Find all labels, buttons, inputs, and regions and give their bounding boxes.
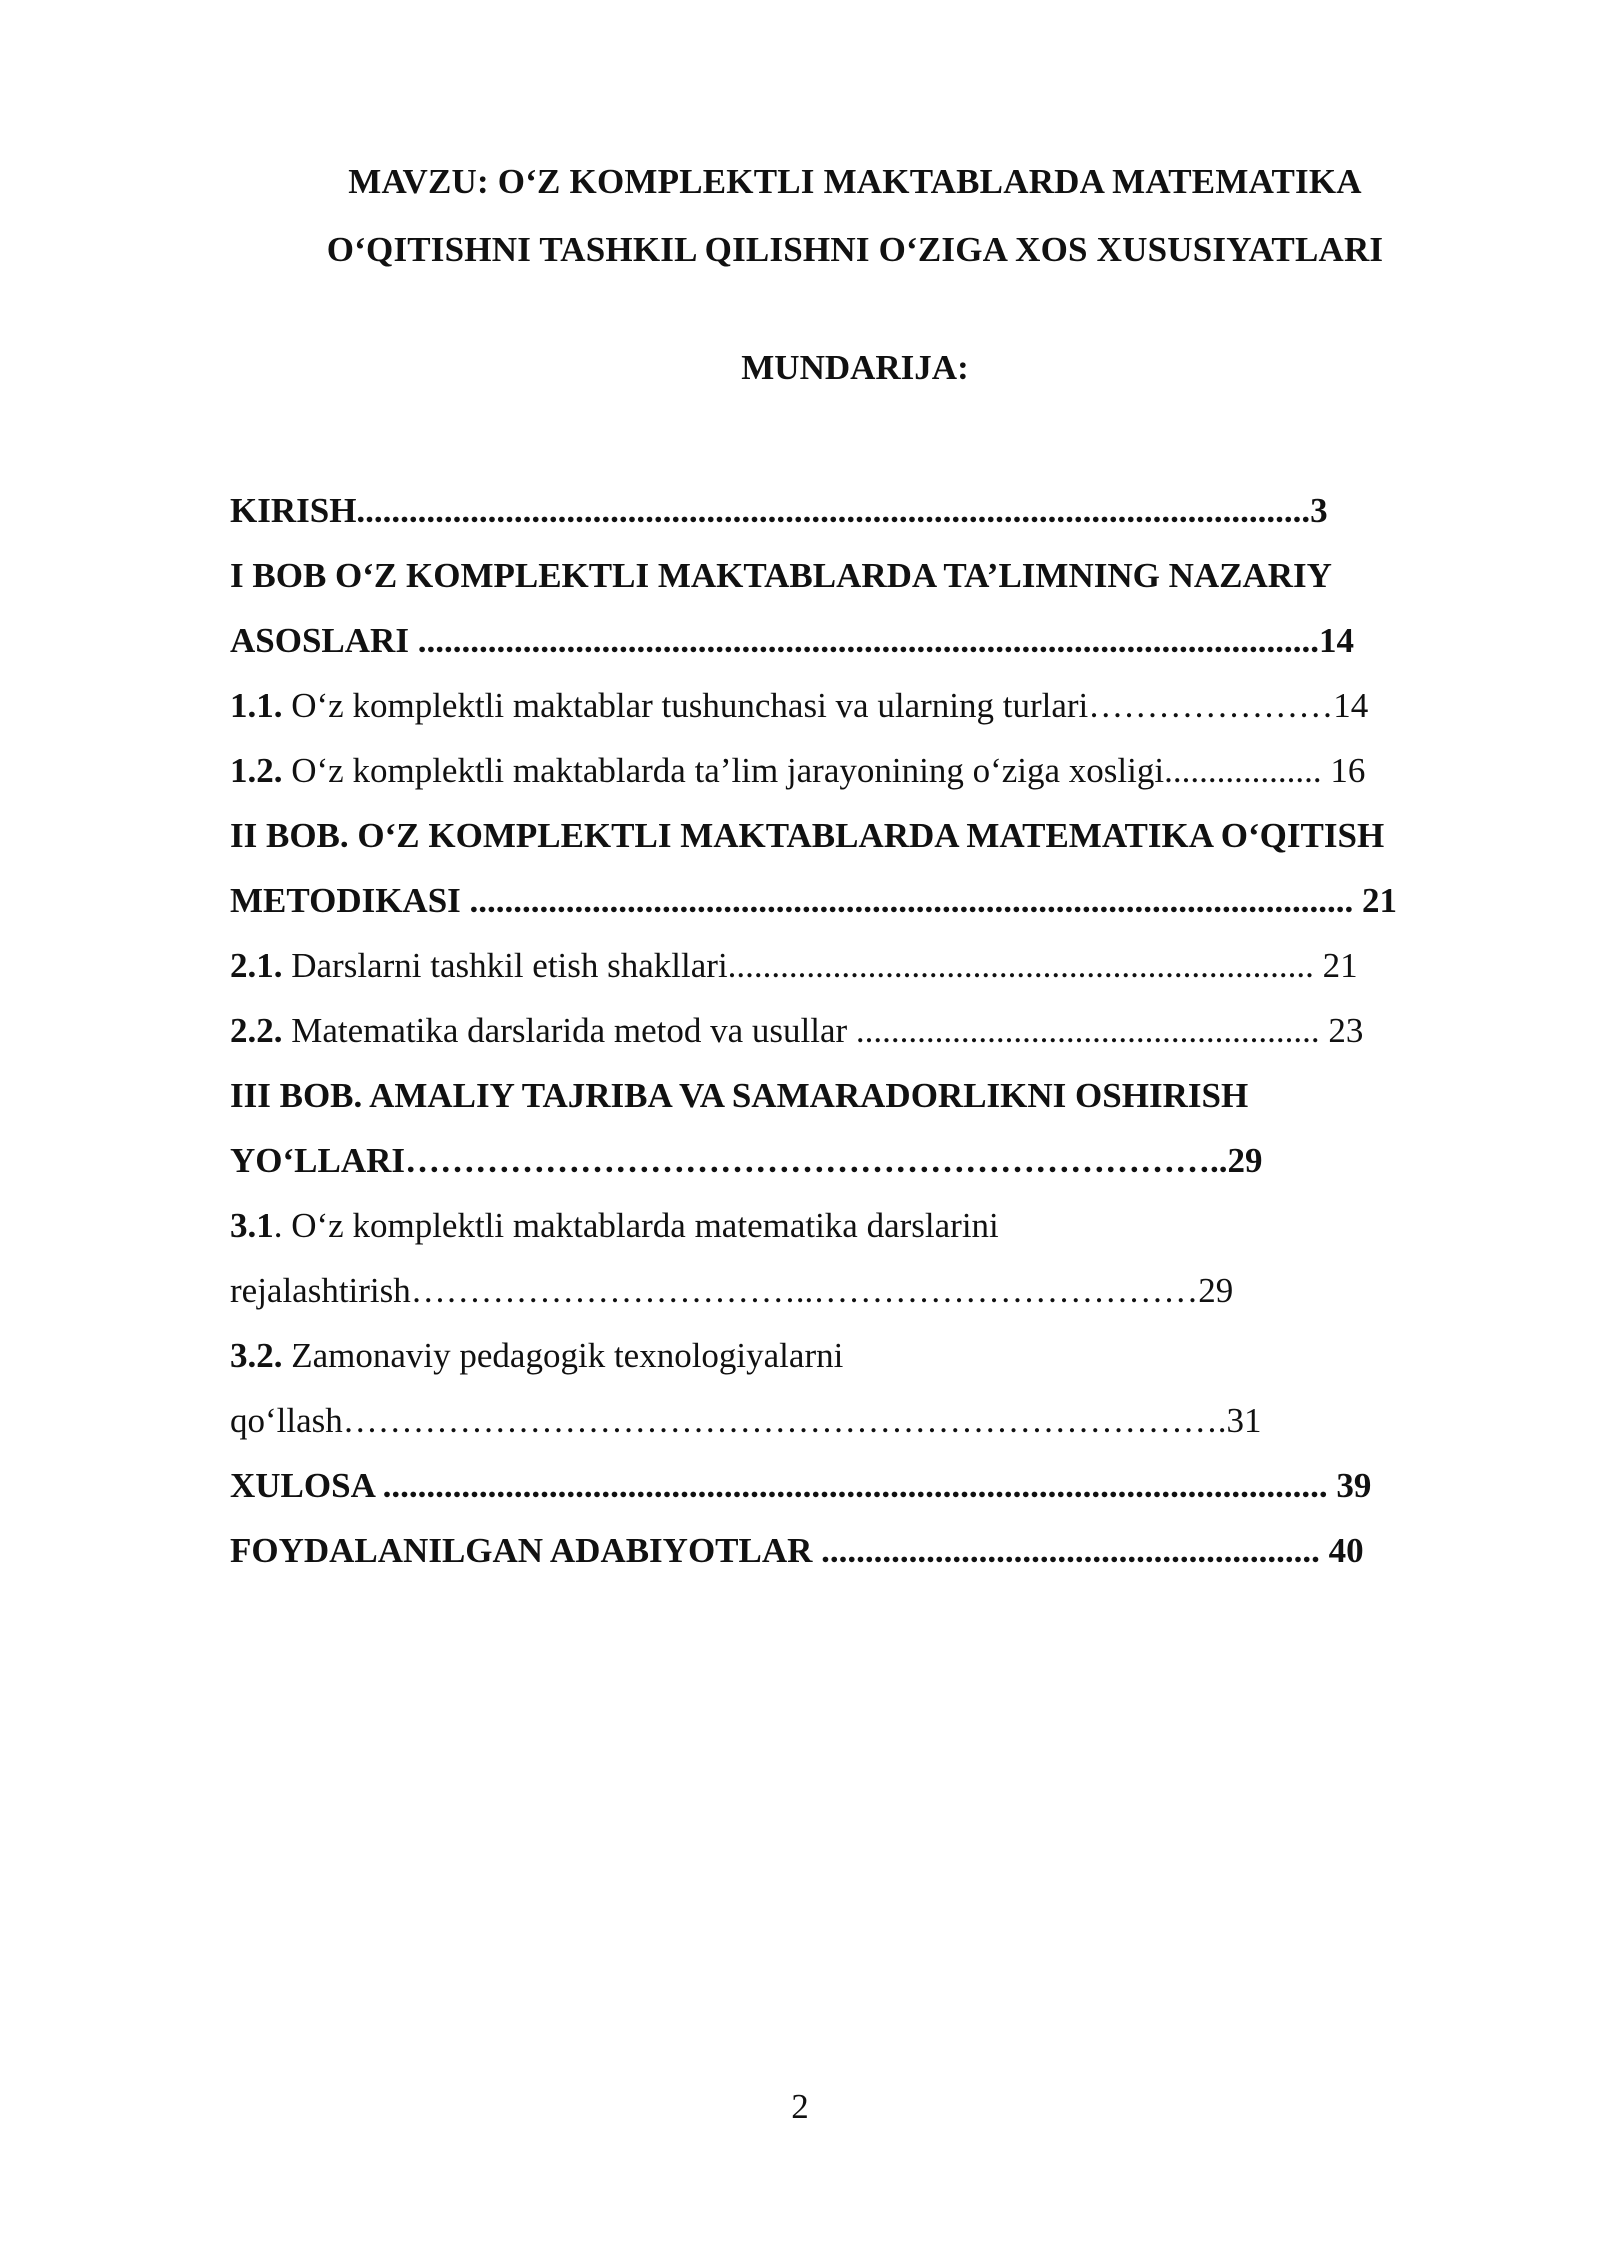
title-line-2: O‘QITISHNI TASHKIL QILISHNI O‘ZIGA XOS XUSUSIYATLARI <box>326 230 1384 269</box>
toc-entry-2-1 <box>230 933 1490 998</box>
section-title: Darslarni tashkil etish shakllari................................................................... 21 <box>282 946 1358 985</box>
section-number: 2.2. <box>230 1011 283 1050</box>
section-title: O‘z komplektli maktablarda ta’lim jarayonining o‘ziga xosligi.................. 16 <box>282 751 1366 790</box>
toc-entry-3-2 <box>230 1323 1490 1388</box>
section-title: Matematika darslarida metod va usullar ..................................................... 23 <box>282 1011 1364 1050</box>
section-number: 3.1 <box>230 1206 274 1245</box>
page-number: 2 <box>791 2087 809 2126</box>
toc-entry-bob3-line2: YO‘LLARI……………………………………………………………..29 <box>230 1141 1263 1180</box>
section-number: 1.1. <box>230 686 283 725</box>
toc-entry-adabiyotlar: FOYDALANILGAN ADABIYOTLAR ......................................................... 40 <box>230 1531 1364 1570</box>
toc-entry-bob2-line1: II BOB. O‘Z KOMPLEKTLI MAKTABLARDA MATEMATIKA O‘QITISH <box>230 816 1385 855</box>
toc-entry-1-1 <box>230 673 1490 738</box>
toc-entry-1-2 <box>230 738 1490 803</box>
toc-entry-xulosa: XULOSA ............................................................................................................ 39 <box>230 1466 1372 1505</box>
title-line-1: MAVZU: O‘Z KOMPLEKTLI MAKTABLARDA MATEMATIKA <box>348 162 1362 201</box>
toc-entry-3-1 <box>230 1193 1490 1258</box>
section-number: 3.2. <box>230 1336 283 1375</box>
toc-entry-2-2 <box>230 998 1490 1063</box>
toc-entry-bob1-line1: I BOB O‘Z KOMPLEKTLI MAKTABLARDA TA’LIMNING NAZARIY <box>230 556 1332 595</box>
toc-heading: MUNDARIJA: <box>741 348 969 387</box>
toc-entry-3-2-cont: qo‘llash………………………………………………………………….31 <box>230 1401 1262 1440</box>
document-title <box>200 148 1510 284</box>
section-number: 2.1. <box>230 946 283 985</box>
section-title: . O‘z komplektli maktablarda matematika darslarini <box>273 1206 999 1245</box>
section-title: Zamonaviy pedagogik texnologiyalarni <box>282 1336 844 1375</box>
toc-entry-3-1-cont: rejalashtirish……………………………..……………………………29 <box>230 1271 1234 1310</box>
toc-entry-bob3-line1: III BOB. AMALIY TAJRIBA VA SAMARADORLIKNI OSHIRISH <box>230 1076 1249 1115</box>
toc-entry-kirish: KIRISH.............................................................................................................3 <box>230 491 1328 530</box>
toc-entry-bob1-line2: ASOSLARI .......................................................................................................14 <box>230 621 1354 660</box>
toc-entry-bob2-line2: METODIKASI ..................................................................................................... 21 <box>230 881 1398 920</box>
table-of-contents <box>230 478 1490 1583</box>
section-title: O‘z komplektli maktablar tushunchasi va ularning turlari…………………14 <box>282 686 1369 725</box>
section-number: 1.2. <box>230 751 283 790</box>
